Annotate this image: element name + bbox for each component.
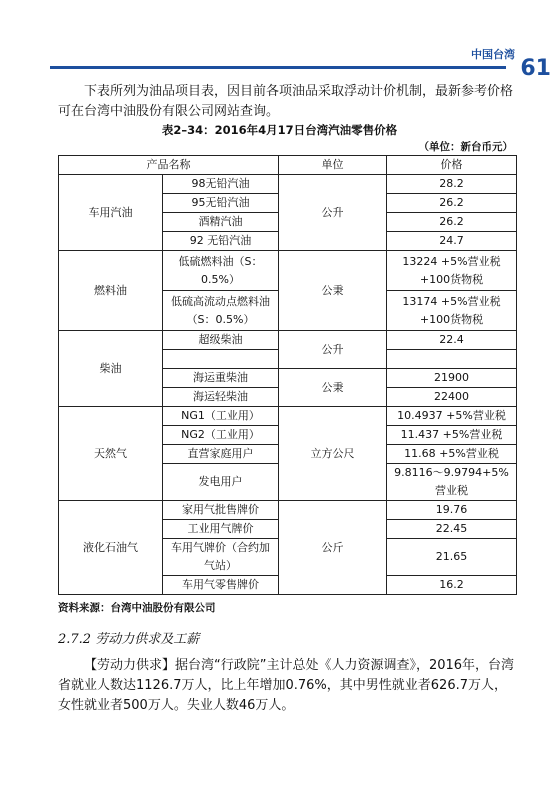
product-cell: 车用气牌价（合约加气站）	[163, 539, 279, 576]
category-cell: 车用汽油	[59, 175, 163, 251]
product-cell: 直营家庭用户	[163, 445, 279, 464]
table-header-row	[59, 156, 517, 175]
price-cell: 22.4	[387, 331, 517, 350]
price-cell: 21.65	[387, 539, 517, 576]
unit-cell: 公秉	[279, 251, 387, 331]
unit-cell: 公升	[279, 331, 387, 369]
product-cell: 92 无铅汽油	[163, 232, 279, 251]
table-row	[59, 407, 517, 426]
header-product-name: 产品名称	[59, 156, 279, 175]
table-row	[59, 175, 517, 194]
category-cell: 燃料油	[59, 251, 163, 331]
price-cell: 16.2	[387, 576, 517, 595]
price-cell: 13174 +5%营业税+100货物税	[387, 291, 517, 331]
price-cell: 11.437 +5%营业税	[387, 426, 517, 445]
table-title: 表2–34：2016年4月17日台湾汽油零售价格	[161, 123, 398, 137]
price-cell: 22.45	[387, 520, 517, 539]
section-heading: 2.7.2 劳动力供求及工薪	[58, 632, 200, 647]
header-divider	[50, 66, 506, 69]
price-cell: 26.2	[387, 194, 517, 213]
price-cell	[387, 350, 517, 369]
table-row	[59, 251, 517, 291]
price-cell: 13224 +5%营业税+100货物税	[387, 251, 517, 291]
product-cell: 发电用户	[163, 464, 279, 501]
unit-cell: 公秉	[279, 369, 387, 407]
category-cell: 天然气	[59, 407, 163, 501]
unit-cell: 立方公尺	[279, 407, 387, 501]
product-cell: 海运重柴油	[163, 369, 279, 388]
product-cell: 低硫燃料油（S：0.5%）	[163, 251, 279, 291]
product-cell: 家用气批售牌价	[163, 501, 279, 520]
price-cell: 24.7	[387, 232, 517, 251]
price-cell: 19.76	[387, 501, 517, 520]
product-cell	[163, 350, 279, 369]
table-row	[59, 501, 517, 520]
price-cell: 21900	[387, 369, 517, 388]
product-cell: 车用气零售牌价	[163, 576, 279, 595]
category-cell: 柴油	[59, 331, 163, 407]
category-cell: 液化石油气	[59, 501, 163, 595]
oil-price-table	[58, 155, 517, 595]
body-paragraph: 【劳动力供求】据台湾“行政院”主计总处《人力资源调查》，2016年，台湾省就业人数达1126.7万人，比上年增加0.76%，其中男性就业者626.7万人，女性就业者500万人。失业人数46万人。	[58, 658, 515, 713]
price-cell: 28.2	[387, 175, 517, 194]
price-cell: 9.8116～9.9794+5%营业税	[387, 464, 517, 501]
price-cell: 11.68 +5%营业税	[387, 445, 517, 464]
table-source-note: 资料来源：台湾中油股份有限公司	[58, 602, 216, 614]
price-cell: 26.2	[387, 213, 517, 232]
product-cell: 海运轻柴油	[163, 388, 279, 407]
product-cell: NG1（工业用）	[163, 407, 279, 426]
unit-cell: 公升	[279, 175, 387, 251]
product-cell: NG2（工业用）	[163, 426, 279, 445]
product-cell: 超级柴油	[163, 331, 279, 350]
unit-cell: 公斤	[279, 501, 387, 595]
running-header-section: 中国台湾	[471, 48, 515, 61]
header-unit: 单位	[279, 156, 387, 175]
product-cell: 95无铅汽油	[163, 194, 279, 213]
page-number: 61	[520, 56, 551, 81]
table-row	[59, 331, 517, 350]
price-cell: 22400	[387, 388, 517, 407]
product-cell: 工业用气牌价	[163, 520, 279, 539]
product-cell: 酒精汽油	[163, 213, 279, 232]
product-cell: 98无铅汽油	[163, 175, 279, 194]
product-cell: 低硫高流动点燃料油（S：0.5%）	[163, 291, 279, 331]
unit-note: （单位：新台币元）	[418, 141, 513, 153]
header-price: 价格	[387, 156, 517, 175]
intro-paragraph: 下表所列为油品项目表，因目前各项油品采取浮动计价机制，最新参考价格可在台湾中油股份有限公司网站查询。	[58, 84, 514, 119]
price-cell: 10.4937 +5%营业税	[387, 407, 517, 426]
